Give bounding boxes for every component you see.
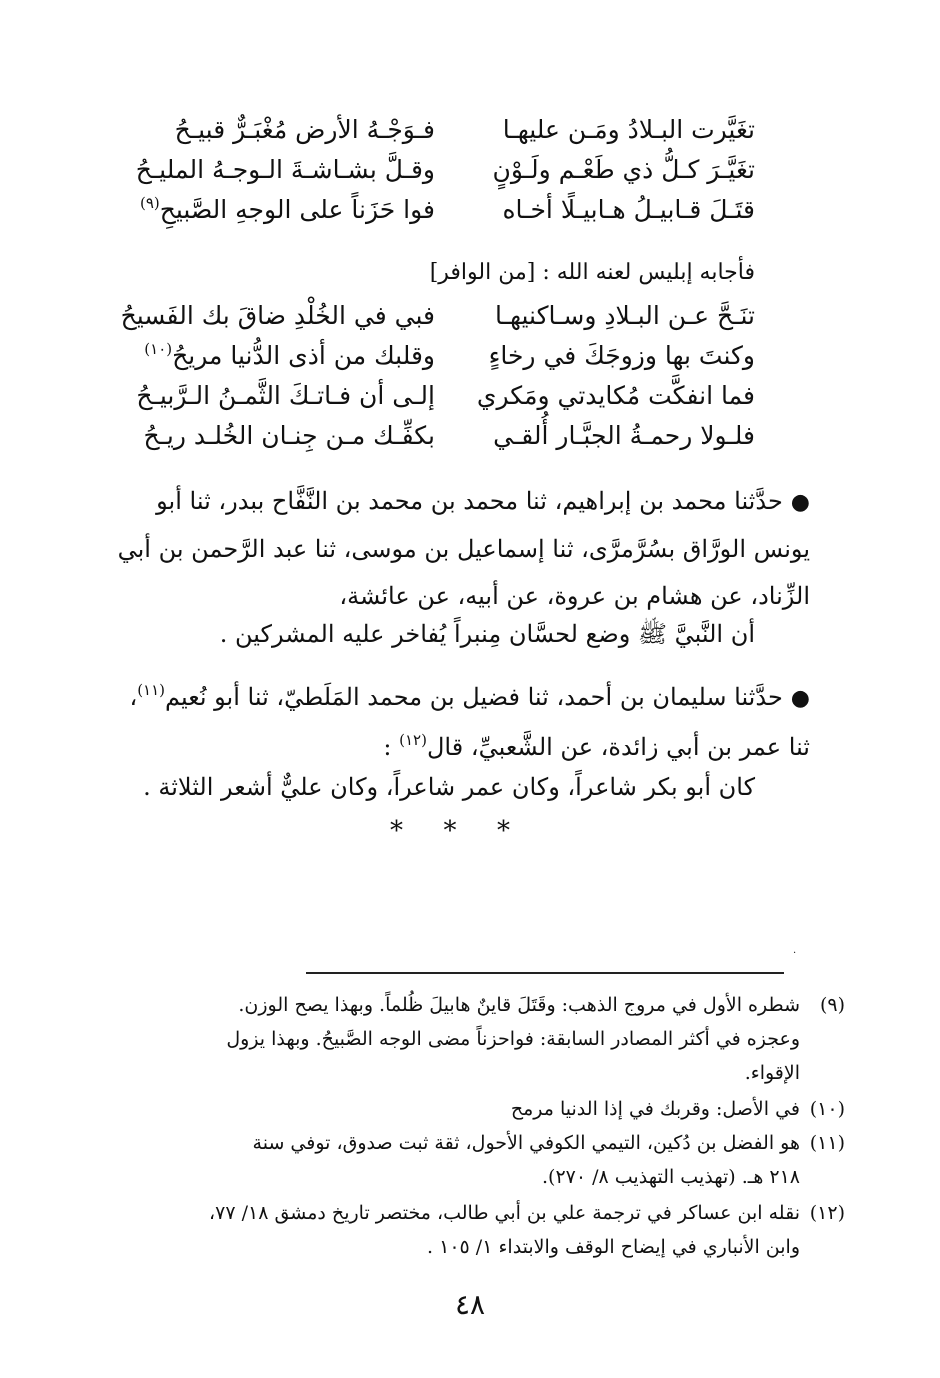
isnad-line: الزِّناد، عن هشام بن عروة، عن أبيه، عن عائشة، bbox=[339, 582, 810, 610]
footnote-ref: (١٠) bbox=[144, 340, 173, 358]
footnote-line: شطره الأول في مروج الذهب: وقَتَلَ قاينٌ هابيلَ ظُلماً. وبهذا يصح الوزن. bbox=[238, 994, 800, 1016]
isnad-punct: : bbox=[383, 733, 400, 761]
hemistich-left bbox=[144, 338, 435, 377]
footnote-line: وعجزه في أكثر المصادر السابقة: فواحزناً مضى الوجه الصَّبيحُ. وبهذا يزول bbox=[226, 1028, 800, 1050]
bullet-icon: ● bbox=[790, 686, 810, 711]
bullet-icon: ● bbox=[790, 490, 810, 515]
footnote-number: (٩) bbox=[819, 994, 845, 1016]
verse-row bbox=[0, 192, 940, 232]
hemistich-left: فبي في الخُلْدِ ضاقَ بك الفَسيحُ bbox=[120, 301, 435, 330]
hemistich-right: وكنتَ بها وزوجَكَ في رخاءٍ bbox=[488, 341, 755, 370]
verse-row bbox=[0, 152, 940, 192]
hemistich-text: فوا حَزَناً على الوجهِ الصَّبيحِ bbox=[159, 195, 435, 224]
star-icon: * bbox=[443, 816, 457, 846]
isnad-second bbox=[88, 674, 810, 774]
verse-row bbox=[0, 338, 940, 378]
isnad-first bbox=[100, 478, 810, 620]
hemistich-right: تغَيَّـرَ كـلُّ ذي طَعْـم ولَـوْنٍ bbox=[492, 155, 755, 184]
isnad-line: يونس الورَّاق بسُرَّمرَّى، ثنا إسماعيل بن موسى، ثنا عبد الرَّحمن بن أبي bbox=[117, 535, 810, 563]
isnad-text: حدَّثنا محمد بن إبراهيم، ثنا محمد بن محمد بن النَّفَّاح ببدر، ثنا أبو bbox=[156, 487, 783, 515]
isnad-line bbox=[100, 478, 810, 526]
hemistich-left bbox=[140, 192, 435, 231]
stray-dot: . bbox=[793, 945, 797, 956]
footnote bbox=[95, 988, 845, 1090]
footnote-line: ٢١٨ هـ. (تهذيب التهذيب ٨/ ٢٧٠). bbox=[541, 1166, 800, 1188]
hemistich-right: تنَـحَّ عـن البـلادِ وسـاكنيهـا bbox=[495, 301, 755, 330]
footnote bbox=[95, 1196, 845, 1264]
hemistich-left: وقـلَّ بشـاشـةَ الـوجـهُ المليـحُ bbox=[135, 155, 435, 184]
star-icon: * bbox=[390, 816, 403, 846]
footnote bbox=[95, 1126, 845, 1194]
verse-row bbox=[0, 112, 940, 152]
footnote-ref: (١١) bbox=[137, 681, 166, 699]
hemistich-right: تغَيَّرت البـلادُ ومَـن عليهـا bbox=[502, 115, 755, 144]
footnote-number: (١٢) bbox=[809, 1202, 845, 1224]
verse-row bbox=[0, 418, 940, 458]
footnote-number: (١١) bbox=[809, 1132, 845, 1154]
poem-first bbox=[0, 112, 940, 232]
footnote-line: وابن الأنباري في إيضاح الوقف والابتداء ١/ ١٠٥ . bbox=[427, 1236, 800, 1258]
poem-intro: فأجابه إبليس لعنه الله : [من الوافر] bbox=[429, 260, 755, 285]
footnote-ref: (١٢) bbox=[399, 731, 427, 749]
hemistich-left: فـوَجْـهُ الأرض مُغْبَـرٌّ قبيـحُ bbox=[174, 115, 435, 144]
hemistich-left: بكفِّـك مـن جِنـان الخُلـد ريـحُ bbox=[143, 421, 435, 450]
isnad-text: ثنا عمر بن أبي زائدة، عن الشَّعبيِّ، قال bbox=[426, 733, 810, 761]
verse-row bbox=[0, 378, 940, 418]
footnote-line: هو الفضل بن دُكين، التيمي الكوفي الأحول، ثقة ثبت صدوق، توفي سنة bbox=[252, 1132, 800, 1154]
verse-row bbox=[0, 298, 940, 338]
footnote bbox=[95, 1092, 845, 1126]
matn-first: أن النَّبيَّ ﷺ وضع لحسَّان مِنبراً يُفاخر عليه المشركين . bbox=[219, 620, 755, 648]
section-separator bbox=[390, 816, 510, 846]
hemistich-right: فلـولا رحمـةُ الجبَّـار أُلقـي bbox=[493, 421, 755, 450]
footnote-number: (١٠) bbox=[809, 1098, 845, 1120]
footnote-line: في الأصل: وقربك في إذا الدنيا مرمح bbox=[510, 1098, 800, 1120]
isnad-text: حدَّثنا سليمان بن أحمد، ثنا فضيل بن محمد المَلَطيّ، ثنا أبو نُعيم bbox=[165, 683, 783, 711]
star-icon: * bbox=[497, 816, 510, 846]
isnad-punct: ، bbox=[129, 683, 138, 711]
matn-second: كان أبو بكر شاعراً، وكان عمر شاعراً، وكان عليٌّ أشعر الثلاثة . bbox=[143, 773, 755, 801]
footnote-line: الإقواء. bbox=[744, 1062, 800, 1084]
hemistich-left: إلـى أن فـاتـكَ الثَّمـنُ الـرَّبيـحُ bbox=[136, 381, 435, 410]
poem-second bbox=[0, 298, 940, 458]
hemistich-right: فما انفكَّت مُكايدتي ومَكري bbox=[476, 381, 755, 410]
hemistich-text: وقلبك من أذى الدُّنيا مريحُ bbox=[172, 341, 435, 370]
footnote-rule bbox=[306, 972, 784, 974]
page-number: ٤٨ bbox=[454, 1288, 486, 1321]
footnote-ref: (٩) bbox=[139, 194, 160, 212]
hemistich-right: قتَـلَ قـابيـلُ هـابيـلًا أخـاه bbox=[502, 195, 755, 224]
footnote-line: نقله ابن عساكر في ترجمة علي بن أبي طالب، مختصر تاريخ دمشق ١٨/ ٧٧، bbox=[208, 1202, 800, 1224]
isnad-line bbox=[88, 674, 810, 724]
